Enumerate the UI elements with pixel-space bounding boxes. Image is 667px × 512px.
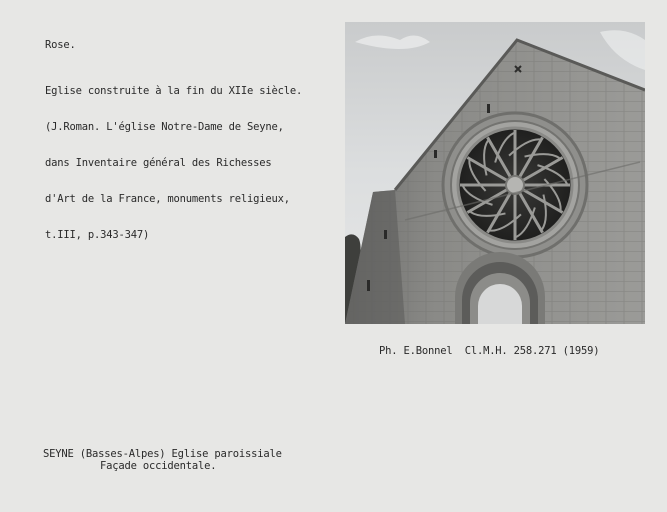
description-line: Eglise construite à la fin du XIIe siècle. xyxy=(45,85,303,97)
description-line: (J.Roman. L'église Notre-Dame de Seyne, xyxy=(45,121,284,133)
description-line: d'Art de la France, monuments religieux, xyxy=(45,193,290,205)
description-line: dans Inventaire général des Richesses xyxy=(45,157,272,169)
description-line: t.III, p.343-347) xyxy=(45,229,150,241)
location-line: SEYNE (Basses-Alpes) Eglise paroissiale xyxy=(43,448,282,460)
photo-credit: Ph. E.Bonnel Cl.M.H. 258.271 (1959) xyxy=(379,345,600,357)
caption-title: Rose. xyxy=(45,39,76,51)
church-facade-photo xyxy=(345,22,645,324)
caption-description xyxy=(45,61,302,265)
subject-line: Façade occidentale. xyxy=(100,460,217,472)
